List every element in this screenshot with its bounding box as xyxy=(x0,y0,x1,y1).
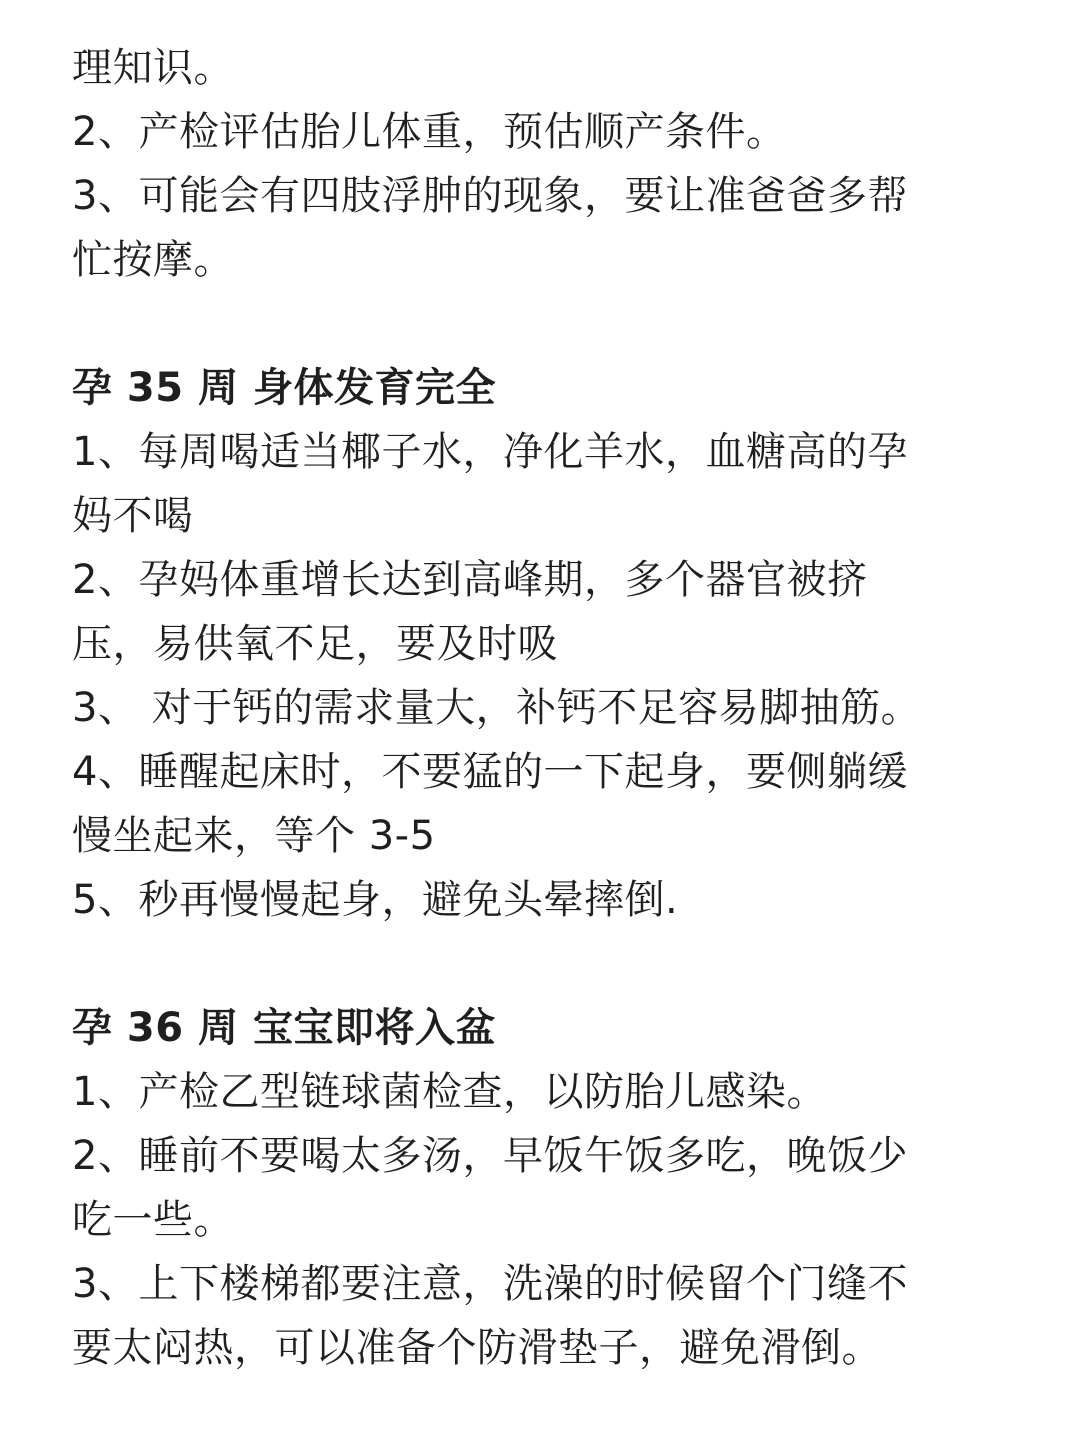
text-line: 2、孕妈体重增长达到高峰期，多个器官被挤 xyxy=(72,557,868,603)
section-title: 孕 35 周 身体发育完全 xyxy=(72,365,496,411)
week36-section xyxy=(72,996,1012,1380)
text-line: 压，易供氧不足，要及时吸 xyxy=(72,621,558,667)
article xyxy=(72,36,1012,1380)
text-line: 3、 对于钙的需求量大，补钙不足容易脚抽筋。 xyxy=(72,685,922,731)
text-line: 1、产检乙型链球菌检查，以防胎儿感染。 xyxy=(72,1069,827,1115)
text-line: 2、产检评估胎儿体重，预估顺产条件。 xyxy=(72,109,787,155)
section-gap xyxy=(72,932,1012,996)
section-title: 孕 36 周 宝宝即将入盆 xyxy=(72,1005,496,1051)
section-gap xyxy=(72,292,1012,356)
intro-section xyxy=(72,36,1012,292)
text-line: 吃一些。 xyxy=(72,1197,234,1243)
text-line: 理知识。 xyxy=(72,45,234,91)
text-line: 3、可能会有四肢浮肿的现象，要让准爸爸多帮 xyxy=(72,173,908,219)
text-line: 妈不喝 xyxy=(72,493,194,539)
text-line: 忙按摩。 xyxy=(72,237,234,283)
week35-section xyxy=(72,356,1012,932)
text-line: 4、睡醒起床时，不要猛的一下起身，要侧躺缓 xyxy=(72,749,908,795)
text-line: 2、睡前不要喝太多汤，早饭午饭多吃，晚饭少 xyxy=(72,1133,908,1179)
text-line: 要太闷热，可以准备个防滑垫子，避免滑倒。 xyxy=(72,1325,882,1371)
text-line: 5、秒再慢慢起身，避免头晕摔倒. xyxy=(72,877,679,923)
text-line: 3、上下楼梯都要注意，洗澡的时候留个门缝不 xyxy=(72,1261,908,1307)
text-line: 1、每周喝适当椰子水，净化羊水，血糖高的孕 xyxy=(72,429,908,475)
text-line: 慢坐起来，等个 3-5 xyxy=(72,813,436,859)
